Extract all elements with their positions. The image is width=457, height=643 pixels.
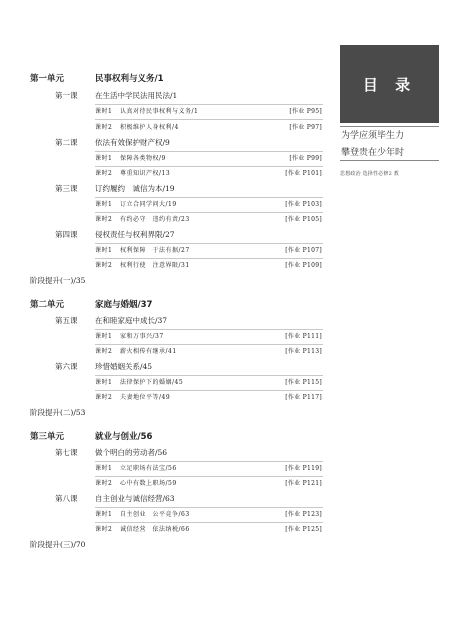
divider: [95, 522, 323, 523]
period-title[interactable]: 诚信经营 依法纳税/66: [120, 526, 190, 533]
homework-ref: [作业 P95]: [289, 108, 322, 115]
period-title[interactable]: 立足职场有法宝/56: [120, 465, 177, 472]
homework-ref: [作业 P119]: [285, 465, 322, 472]
divider: [95, 151, 323, 152]
lesson-label: 第二课: [55, 138, 78, 147]
divider: [95, 243, 323, 244]
lesson-label: 第七课: [55, 448, 78, 457]
period-label: 课时2: [95, 262, 113, 269]
period-title[interactable]: 保障各类物权/9: [120, 155, 166, 162]
lesson-label: 第一课: [55, 91, 78, 100]
toc-title: 目 录: [362, 75, 417, 94]
homework-ref: [作业 P103]: [285, 201, 322, 208]
slogan-bottom-rule: [340, 160, 439, 161]
lesson-title[interactable]: 侵权责任与权利界限/27: [95, 230, 175, 239]
toc-title-box: [340, 45, 439, 123]
unit-title[interactable]: 家庭与婚姻/37: [95, 300, 153, 310]
divider: [95, 104, 323, 105]
lesson-title[interactable]: 在生活中学民法用民法/1: [95, 91, 178, 100]
lesson-label: 第三课: [55, 184, 78, 193]
lesson-label: 第四课: [55, 230, 78, 239]
homework-ref: [作业 P109]: [285, 262, 322, 269]
period-label: 课时2: [95, 394, 113, 401]
unit-title[interactable]: 就业与创业/56: [95, 432, 153, 442]
period-title[interactable]: 权利保障 于法有据/27: [120, 247, 190, 254]
period-title[interactable]: 积极维护人身权利/4: [120, 124, 179, 131]
lesson-title[interactable]: 在和睦家庭中成长/37: [95, 316, 168, 325]
lesson-title[interactable]: 依法有效保护财产权/9: [95, 138, 170, 147]
period-label: 课时2: [95, 170, 113, 177]
homework-ref: [作业 P123]: [285, 511, 322, 518]
period-label: 课时2: [95, 124, 113, 131]
divider: [95, 119, 323, 120]
slogan-line-1: 为学应须毕生力: [341, 131, 405, 141]
period-title[interactable]: 薪火相传有继承/41: [120, 348, 177, 355]
homework-ref: [作业 P115]: [285, 379, 322, 386]
divider: [95, 329, 323, 330]
period-title[interactable]: 权利行使 注意界限/31: [120, 262, 190, 269]
period-label: 课时2: [95, 216, 113, 223]
period-label: 课时1: [95, 155, 113, 162]
divider: [95, 212, 323, 213]
homework-ref: [作业 P113]: [285, 348, 322, 355]
period-title[interactable]: 尊重知识产权/13: [120, 170, 171, 177]
homework-ref: [作业 P101]: [285, 170, 322, 177]
divider: [95, 507, 323, 508]
unit-label: 第三单元: [30, 432, 65, 442]
stage-review[interactable]: 阶段提升(二)/53: [30, 408, 86, 417]
homework-ref: [作业 P111]: [285, 333, 322, 340]
period-title[interactable]: 法律保护下的婚姻/45: [120, 379, 184, 386]
lesson-title[interactable]: 订约履约 诚信为本/19: [95, 184, 175, 193]
period-title[interactable]: 有约必守 违约有责/23: [120, 216, 190, 223]
slogan-top-rule: [340, 126, 439, 127]
divider: [95, 390, 323, 391]
period-title[interactable]: 家和万事兴/37: [120, 333, 164, 340]
lesson-title[interactable]: 自主创业与诚信经营/63: [95, 494, 175, 503]
divider: [95, 375, 323, 376]
series-line: 思想政治 选择性必修2 教: [340, 171, 399, 177]
homework-ref: [作业 P99]: [289, 155, 322, 162]
period-label: 课时1: [95, 465, 113, 472]
slogan-line-2: 攀登贵在少年时: [341, 148, 405, 158]
period-title[interactable]: 订立合同学问大/19: [120, 201, 177, 208]
divider: [95, 461, 323, 462]
period-label: 课时1: [95, 108, 113, 115]
homework-ref: [作业 P107]: [285, 247, 322, 254]
unit-title[interactable]: 民事权利与义务/1: [95, 74, 164, 84]
stage-review[interactable]: 阶段提升(三)/70: [30, 540, 86, 549]
divider: [95, 258, 323, 259]
period-label: 课时2: [95, 348, 113, 355]
divider: [95, 166, 323, 167]
lesson-title[interactable]: 做个明白的劳动者/56: [95, 448, 168, 457]
homework-ref: [作业 P105]: [285, 216, 322, 223]
period-label: 课时1: [95, 247, 113, 254]
lesson-label: 第五课: [55, 316, 78, 325]
period-label: 课时1: [95, 333, 113, 340]
divider: [95, 476, 323, 477]
lesson-label: 第八课: [55, 494, 78, 503]
divider: [95, 344, 323, 345]
lesson-label: 第六课: [55, 362, 78, 371]
period-title[interactable]: 心中有数上职场/59: [120, 480, 177, 487]
period-title[interactable]: 认真对待民事权利与义务/1: [120, 108, 199, 115]
stage-review[interactable]: 阶段提升(一)/35: [30, 276, 86, 285]
homework-ref: [作业 P121]: [285, 480, 322, 487]
period-title[interactable]: 自主创业 公平竞争/63: [120, 511, 190, 518]
divider: [95, 197, 323, 198]
period-label: 课时2: [95, 526, 113, 533]
period-label: 课时1: [95, 201, 113, 208]
period-label: 课时1: [95, 511, 113, 518]
lesson-title[interactable]: 珍惜婚姻关系/45: [95, 362, 153, 371]
homework-ref: [作业 P97]: [289, 124, 322, 131]
unit-label: 第二单元: [30, 300, 65, 310]
period-label: 课时1: [95, 379, 113, 386]
homework-ref: [作业 P117]: [285, 394, 322, 401]
homework-ref: [作业 P125]: [285, 526, 322, 533]
period-label: 课时2: [95, 480, 113, 487]
period-title[interactable]: 夫妻地位平等/49: [120, 394, 171, 401]
unit-label: 第一单元: [30, 74, 65, 84]
